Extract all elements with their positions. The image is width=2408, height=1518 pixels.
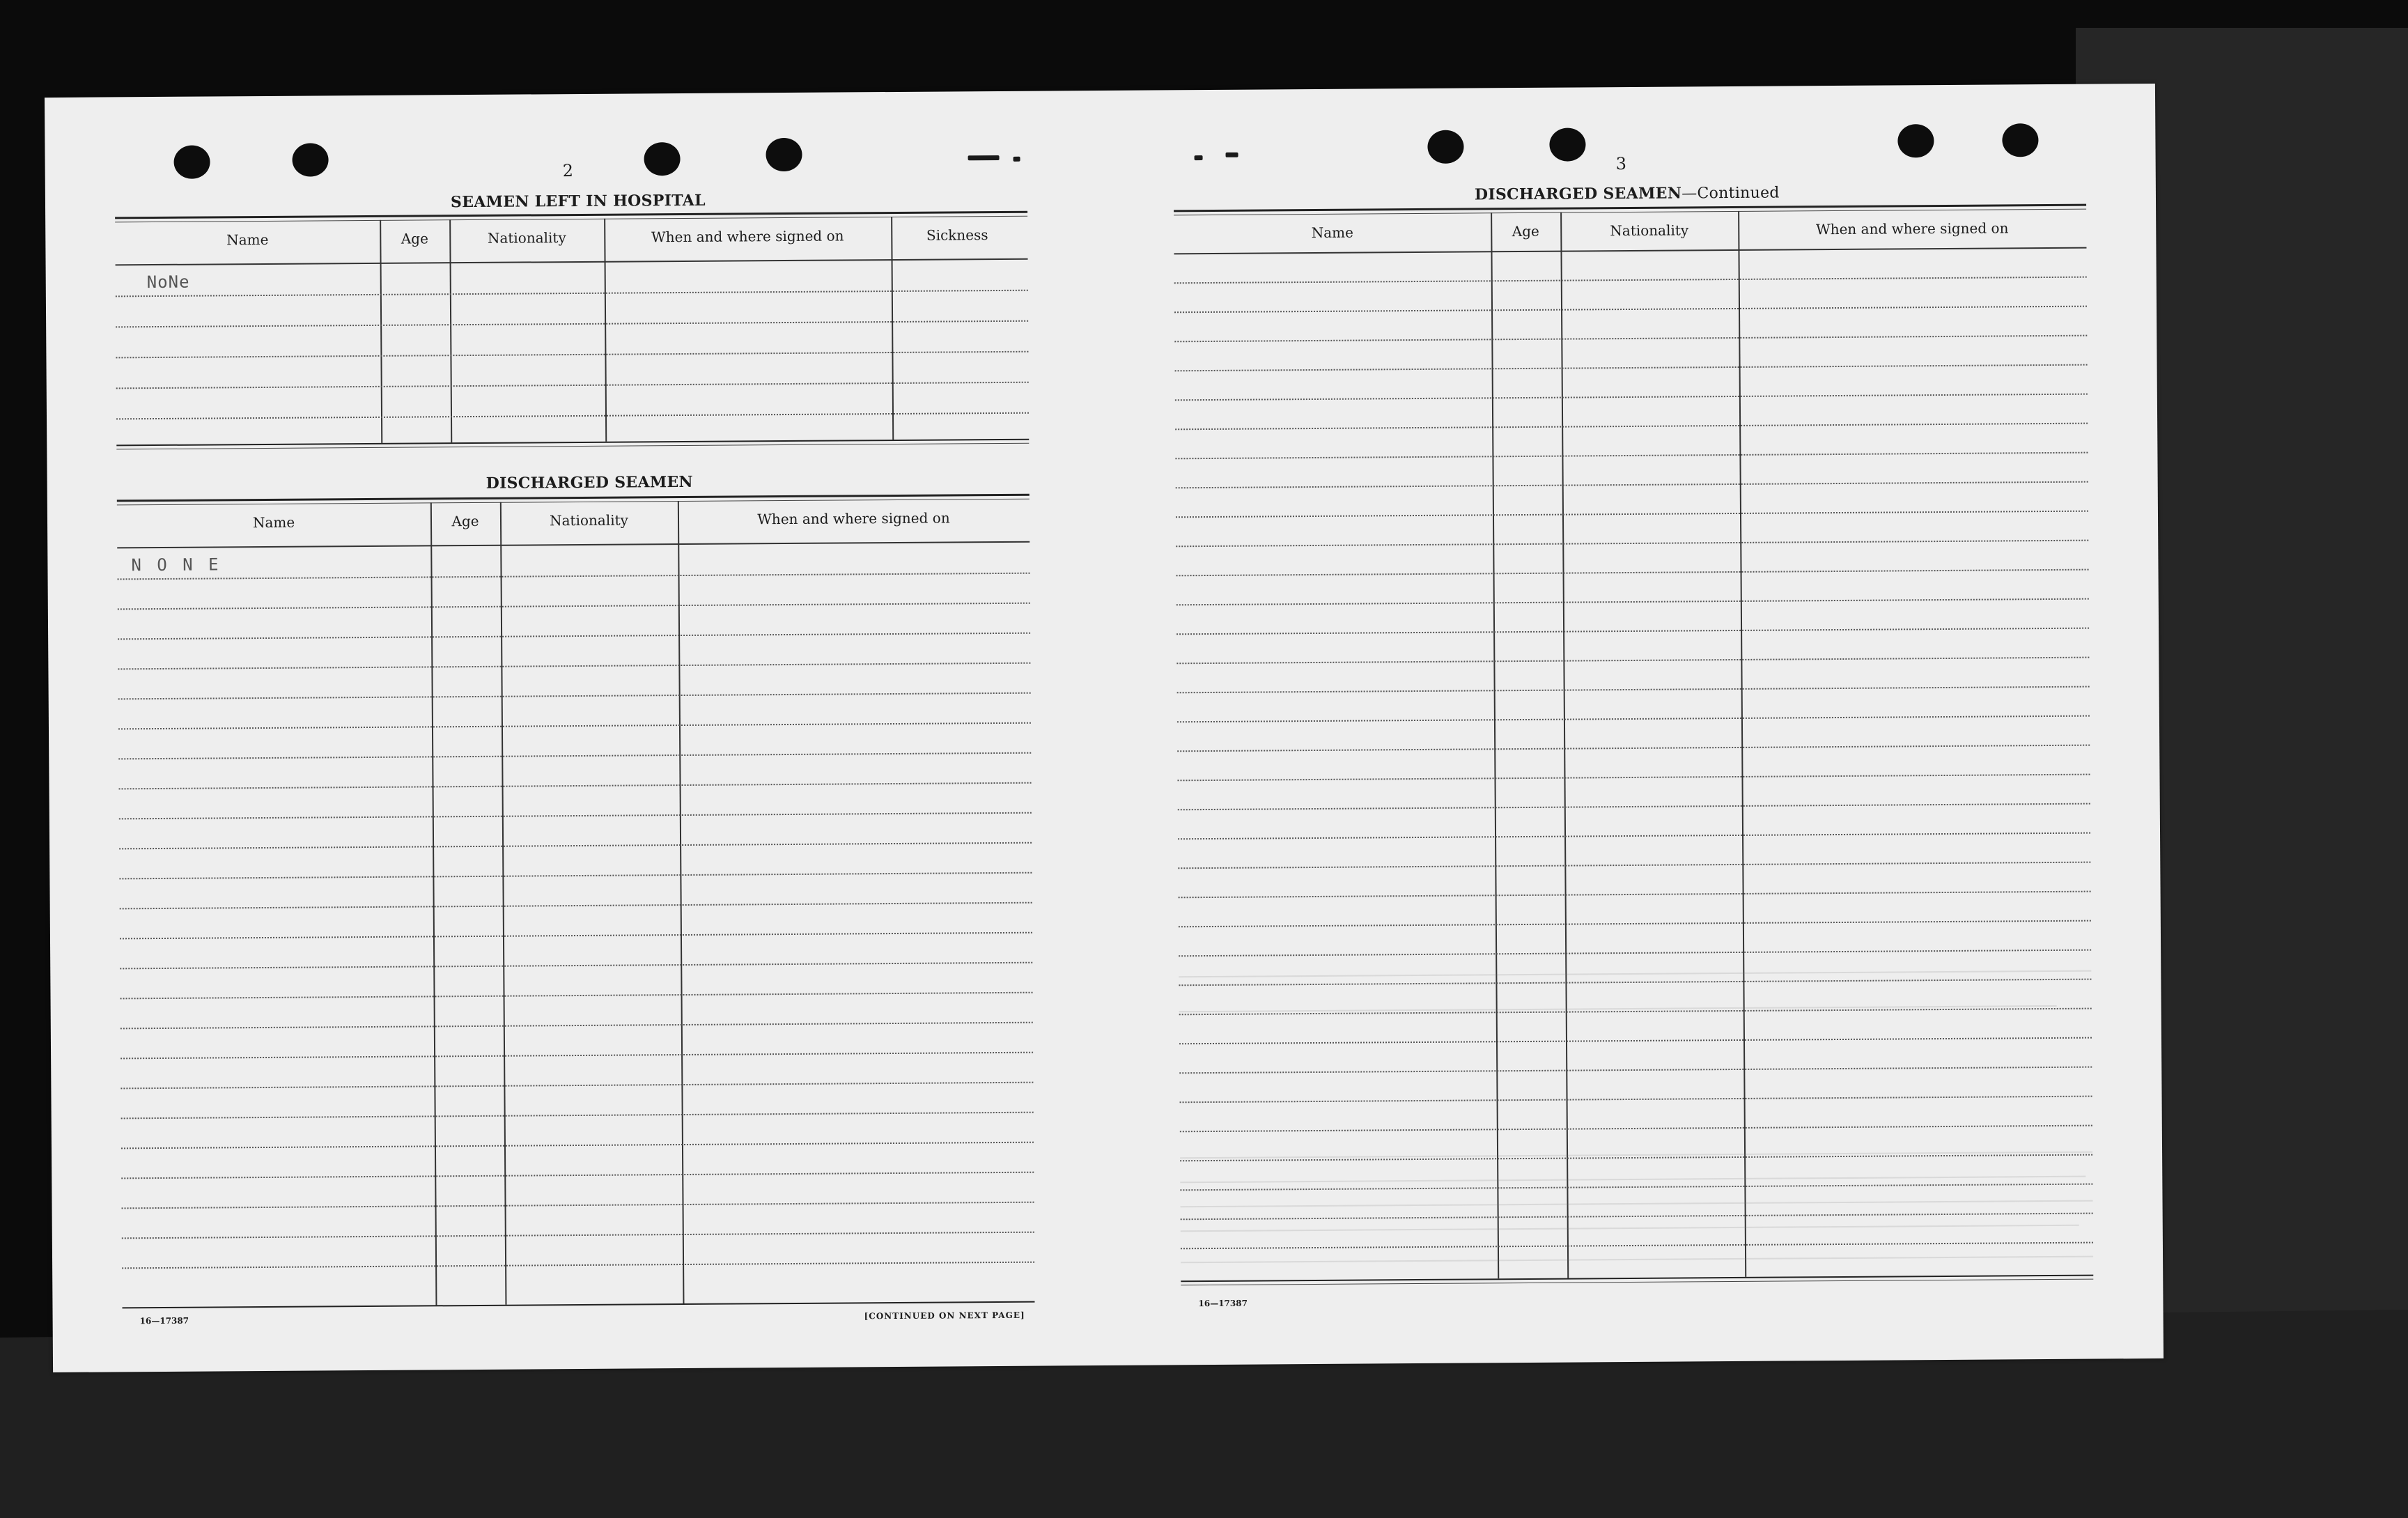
table-bottom-rule [1181,1275,2093,1283]
entry-line [1179,1037,2092,1045]
logbook-sheet [45,84,2164,1372]
entry-line [122,1232,1034,1239]
entry-line [1181,1213,2093,1221]
entry-line [1176,569,2089,577]
entry-line [118,692,1031,700]
table-top-rule [117,494,1030,502]
entry-line [1176,481,2088,489]
entry-line [1176,540,2088,548]
column-header-signed-on: When and where signed on [757,509,950,528]
column-divider [604,219,607,442]
discharged-continued-table [1174,204,2093,1304]
bleed-through [1181,1200,2093,1208]
entry-line [1174,306,2087,313]
entry-line [1178,832,2090,840]
entry-line [1179,1067,2092,1074]
entry-line [1175,423,2088,431]
table-bottom-rule [116,439,1029,447]
entry-line [119,782,1032,790]
punch-hole [173,145,210,178]
entry-line [120,932,1032,940]
page-number: 3 [1615,154,1627,174]
entry-line [1179,950,2091,957]
bleed-through [1181,1225,2079,1232]
form-number: 16—17387 [1198,1298,1248,1309]
entry-line [1177,686,2090,694]
entry-line [121,1142,1034,1149]
page-number: 2 [562,161,574,181]
entry-line [118,603,1030,610]
bleed-through [1180,1176,2085,1184]
entry-line [120,902,1032,910]
punch-hole [292,143,328,176]
hospital-section-title: SEAMEN LEFT IN HOSPITAL [450,191,706,212]
entry-line [118,752,1031,760]
form-number: 16—17387 [139,1315,189,1326]
column-divider [380,220,382,443]
entry-line [1181,1242,2093,1250]
column-header-age: Age [451,512,479,530]
entry-line [121,1082,1033,1090]
punch-hole [1897,124,1934,157]
table-bottom-rule [122,1301,1034,1309]
entry-line [1176,511,2088,518]
punch-hole [1427,130,1463,164]
entry-line [1177,715,2090,723]
column-header-nationality: Nationality [1610,222,1689,240]
entry-line [122,1202,1034,1209]
entry-line [122,1262,1034,1269]
column-divider [449,219,452,442]
column-header-name: Name [226,231,269,249]
entry-line [1176,628,2089,635]
column-divider [1738,211,1746,1277]
handwritten-entry: NoNe [146,272,190,293]
entry-line [120,962,1032,970]
entry-line [1177,774,2090,782]
entry-line [118,663,1030,670]
bleed-through [1179,970,2091,978]
column-header-nationality: Nationality [550,511,629,529]
entry-line [1175,452,2088,460]
ink-smudge [1226,153,1238,157]
entry-line [1176,657,2089,665]
entry-line [1176,598,2089,606]
entry-line [1175,364,2088,372]
column-header-signed-on: When and where signed on [651,227,844,246]
column-divider [678,501,685,1303]
column-header-age: Age [401,230,428,247]
column-divider [1560,212,1569,1278]
header-divider [1174,247,2086,255]
column-divider [891,217,894,440]
entry-line [121,1172,1034,1179]
entry-line [121,1052,1033,1060]
punch-hole [2002,123,2038,157]
header-divider [117,541,1030,549]
entry-line [1179,979,2091,986]
ink-smudge [968,155,1000,160]
continued-note: [CONTINUED ON NEXT PAGE] [864,1310,1025,1322]
entry-line [118,573,1030,580]
entry-line [119,872,1032,880]
discharged-table [117,494,1035,1340]
column-header-age: Age [1512,222,1539,240]
hospital-table [115,211,1029,454]
continued-suffix: —Continued [1681,184,1780,203]
table-top-rule [1174,204,2086,212]
entry-line [1179,920,2091,928]
entry-line [1175,394,2088,401]
entry-line [1177,745,2090,752]
entry-line [1178,862,2090,869]
entry-line [119,842,1032,850]
entry-line [1180,1125,2092,1133]
column-divider [430,502,437,1305]
bleed-through [1181,1256,2093,1264]
punch-hole [766,138,802,171]
entry-line [121,1112,1034,1120]
ink-smudge [1013,157,1020,162]
column-header-nationality: Nationality [487,229,566,247]
entry-line [119,812,1032,820]
entry-line [1174,277,2087,284]
punch-hole [644,142,680,176]
entry-line [1174,335,2087,343]
entry-line [1179,891,2091,899]
column-header-signed-on: When and where signed on [1816,219,2009,238]
column-header-name: Name [252,513,295,532]
column-divider [500,502,507,1305]
entry-line [118,722,1031,730]
discharged-continued-title-main: DISCHARGED SEAMEN [1474,184,1682,204]
column-header-name: Name [1311,224,1353,242]
entry-line [1180,1184,2092,1191]
column-header-sickness: Sickness [926,226,988,244]
discharged-section-title: DISCHARGED SEAMEN [486,472,693,493]
entry-line [121,1022,1033,1030]
column-divider [1491,212,1499,1278]
typed-entry: N O N E [131,555,222,575]
entry-line [118,633,1030,640]
punch-hole [1549,127,1585,161]
entry-line [1180,1096,2092,1103]
entry-line [1178,803,2090,811]
ink-smudge [1195,155,1203,160]
entry-line [121,992,1033,1000]
discharged-continued-title [1475,184,1780,204]
